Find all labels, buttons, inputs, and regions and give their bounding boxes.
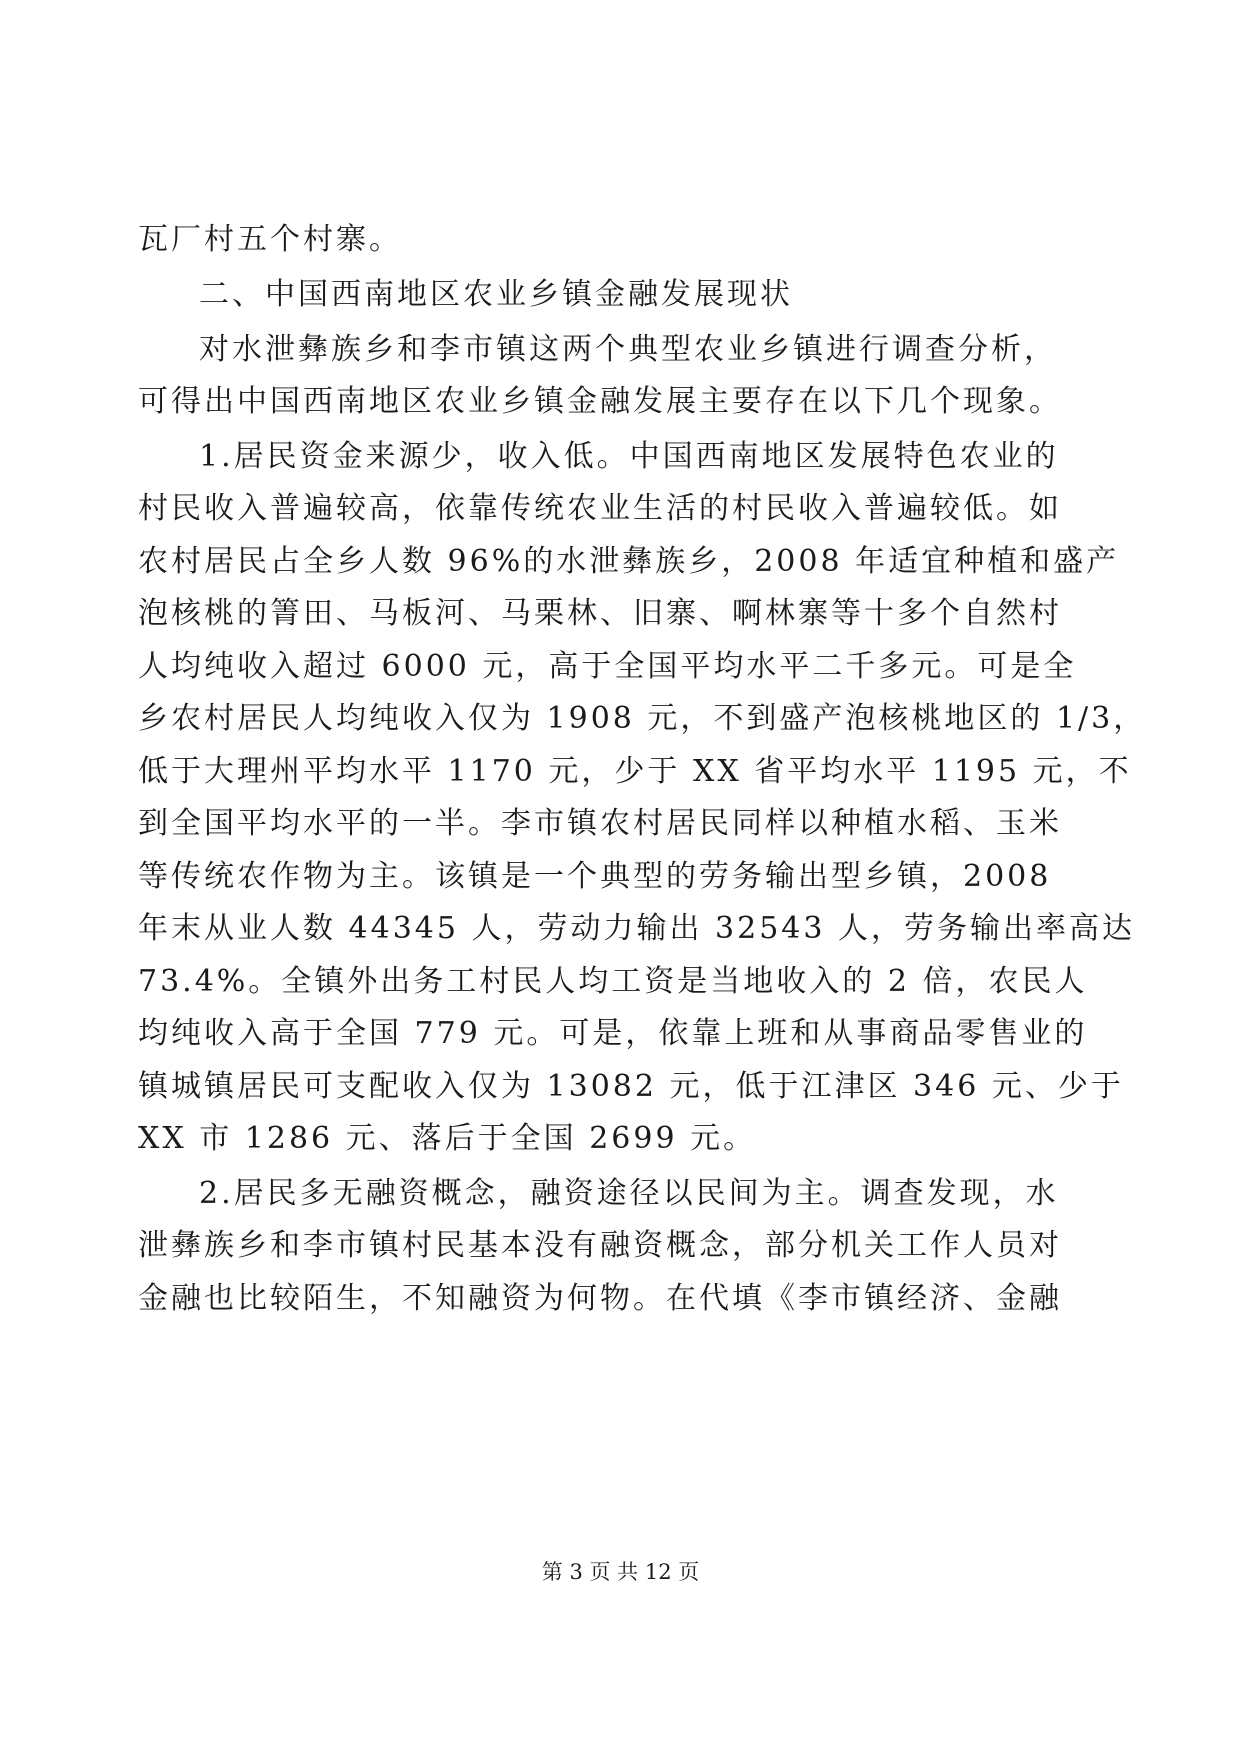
text-line: 乡农村居民人均纯收入仅为 1908 元，不到盛产泡核桃地区的 1/3， xyxy=(138,701,1147,736)
text-line: 低于大理州平均水平 1170 元，少于 XX 省平均水平 1195 元，不 xyxy=(138,754,1132,789)
text-line: 泡核桃的箐田、马板河、马栗林、旧寨、啊林寨等十多个自然村 xyxy=(138,596,1062,631)
section-heading: 二、中国西南地区农业乡镇金融发展现状 xyxy=(199,277,793,312)
text-line: XX 市 1286 元、落后于全国 2699 元。 xyxy=(138,1121,757,1156)
text-line: 瓦厂村五个村寨。 xyxy=(138,222,402,257)
text-line: 村民收入普遍较高，依靠传统农业生活的村民收入普遍较低。如 xyxy=(138,491,1062,526)
text-line: 人均纯收入超过 6000 元，高于全国平均水平二千多元。可是全 xyxy=(138,649,1077,684)
text-line: 对水泄彝族乡和李市镇这两个典型农业乡镇进行调查分析， xyxy=(199,332,1057,367)
page-footer: 第 3 页 共 12 页 xyxy=(541,1560,700,1584)
text-line: 73.4%。全镇外出务工村民人均工资是当地收入的 2 倍，农民人 xyxy=(138,964,1088,999)
text-line: 2.居民多无融资概念，融资途径以民间为主。调查发现，水 xyxy=(199,1176,1059,1211)
text-line: 泄彝族乡和李市镇村民基本没有融资概念，部分机关工作人员对 xyxy=(138,1228,1062,1263)
text-line: 镇城镇居民可支配收入仅为 13082 元，低于江津区 346 元、少于 xyxy=(138,1069,1124,1104)
text-line: 到全国平均水平的一半。李市镇农村居民同样以种植水稻、玉米 xyxy=(138,806,1062,841)
text-line: 金融也比较陌生，不知融资为何物。在代填《李市镇经济、金融 xyxy=(138,1281,1062,1316)
text-line: 1.居民资金来源少，收入低。中国西南地区发展特色农业的 xyxy=(199,439,1059,474)
text-line: 农村居民占全乡人数 96%的水泄彝族乡，2008 年适宜种植和盛产 xyxy=(138,544,1120,579)
text-line: 等传统农作物为主。该镇是一个典型的劳务输出型乡镇，2008 xyxy=(138,859,1052,894)
text-line: 年末从业人数 44345 人，劳动力输出 32543 人，劳务输出率高达 xyxy=(138,911,1136,946)
text-line: 均纯收入高于全国 779 元。可是，依靠上班和从事商品零售业的 xyxy=(138,1016,1088,1051)
text-line: 可得出中国西南地区农业乡镇金融发展主要存在以下几个现象。 xyxy=(138,384,1062,419)
